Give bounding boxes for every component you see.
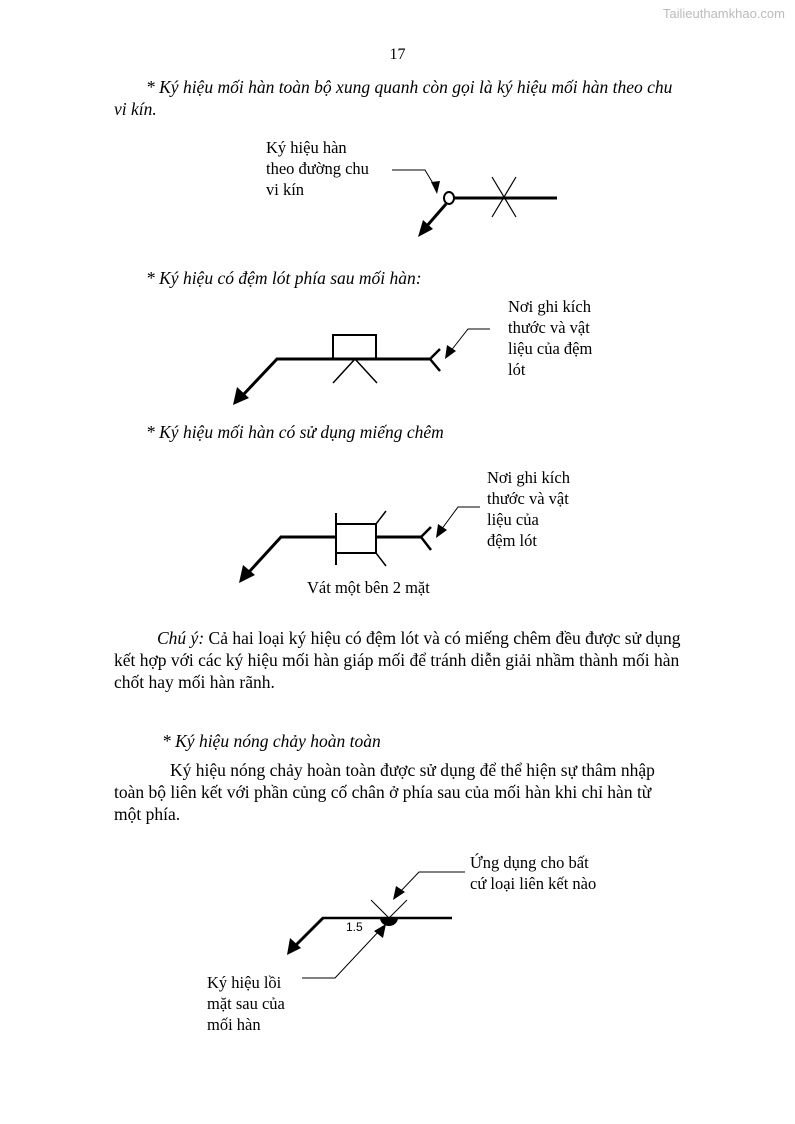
section1-heading-line2: vi kín. xyxy=(114,99,157,119)
section3-caption: Vát một bên 2 mặt xyxy=(307,578,430,597)
tail-icon xyxy=(421,527,431,537)
figure-backing-weld xyxy=(233,329,490,405)
leader-line xyxy=(441,507,480,530)
arrow-head-icon xyxy=(374,924,386,938)
bevel-line xyxy=(376,553,386,566)
backing-rectangle xyxy=(333,335,376,359)
section2-heading: * Ký hiệu có đệm lót phía sau mối hàn: xyxy=(146,268,422,288)
tail-icon xyxy=(421,537,431,550)
arrow-line xyxy=(243,359,277,395)
arrow-line xyxy=(426,204,446,227)
section4-para-line2: toàn bộ liên kết với phần củng cố chân ở phía sau của mối hàn khi chỉ hàn từ xyxy=(114,782,652,802)
arrow-line xyxy=(249,537,281,572)
section4-label-top: Ứng dụng cho bất cứ loại liên kết nào xyxy=(470,853,597,893)
weld-v-symbol xyxy=(333,359,355,383)
leader-line xyxy=(302,930,380,978)
watermark: Tailieuthamkhao.com xyxy=(662,6,785,21)
tail-icon xyxy=(430,359,440,371)
leader-line xyxy=(450,329,490,352)
leader-line xyxy=(399,872,465,893)
weld-v-symbol xyxy=(355,359,377,383)
section2-label: Nơi ghi kích thước và vật liệu của đệm lót xyxy=(508,297,593,379)
weld-v-symbol xyxy=(371,900,389,918)
section3-label: Nơi ghi kích thước và vật liệu của đệm lót xyxy=(487,468,570,550)
arrow-line xyxy=(295,918,323,946)
figure-spacer-weld xyxy=(239,507,480,583)
section1-label: Ký hiệu hàn theo đường chu vi kín xyxy=(266,138,369,199)
section4-label-bottom: Ký hiệu lồi mặt sau của mối hàn xyxy=(207,973,285,1034)
spacer-rectangle xyxy=(336,524,376,553)
note-line2: kết hợp với các ký hiệu mối hàn giáp mối để tránh diễn giải nhầm thành mối hàn xyxy=(114,650,680,670)
figure-all-around-weld xyxy=(392,170,557,237)
bevel-line xyxy=(376,511,386,524)
section4-para-line3: một phía. xyxy=(114,804,181,824)
section4-heading: * Ký hiệu nóng chảy hoàn toàn xyxy=(162,731,381,751)
section3-heading: * Ký hiệu mối hàn có sử dụng miếng chêm xyxy=(146,422,444,442)
note-line3: chốt hay mối hàn rãnh. xyxy=(114,672,275,692)
all-around-circle-icon xyxy=(444,192,454,204)
arrow-head-icon xyxy=(436,524,447,538)
note-line1: Chú ý: Cả hai loại ký hiệu có đệm lót và có miếng chêm đều được sử dụng xyxy=(157,628,681,648)
dimension-label: 1.5 xyxy=(346,920,363,934)
arrow-head-icon xyxy=(431,181,440,194)
tail-icon xyxy=(430,349,440,359)
section1-heading-line1: * Ký hiệu mối hàn toàn bộ xung quanh còn gọi là ký hiệu mối hàn theo chu xyxy=(146,77,673,97)
weld-v-symbol xyxy=(389,900,407,918)
leader-line xyxy=(392,170,437,190)
section4-para-line1: Ký hiệu nóng chảy hoàn toàn được sử dụng để thể hiện sự thâm nhập xyxy=(170,760,655,780)
page-number: 17 xyxy=(389,46,406,63)
melt-through-symbol xyxy=(380,918,398,926)
figure-melt-through xyxy=(287,872,465,978)
